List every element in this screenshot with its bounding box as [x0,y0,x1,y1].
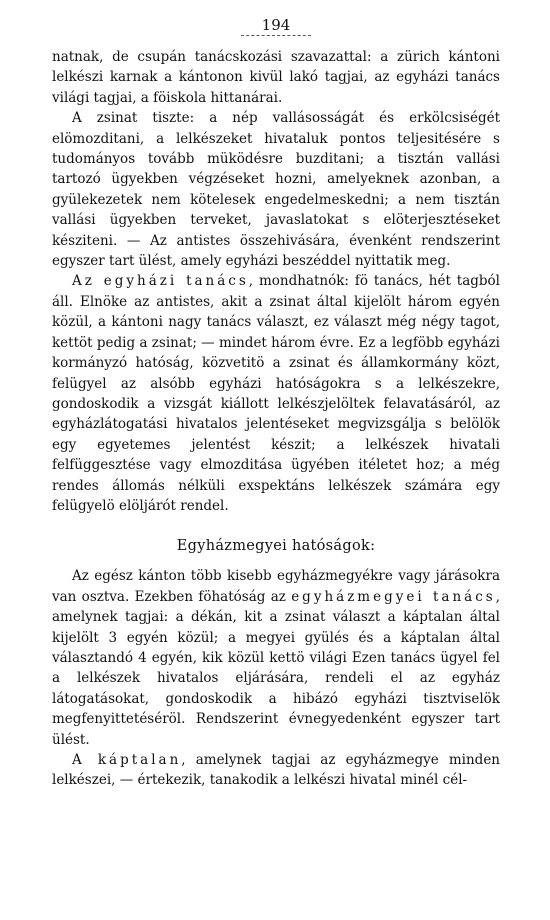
section-heading: Egyházmegyei hatóságok: [176,538,376,555]
page [52,16,500,791]
paragraph-4-text-b: , amelynek tagjai: a dékán, kit a zsinat választ a káptalan által kijelölt 3 egyén közül; a megyei gyülés és a káptalan által választandó 4 egyén, kik közül kettö világi Ezen tanács ügyel fel a lelkészek hivatalos eljárására, rendeli el az egyház látogatásokat, gondoskodik a hibázó egyházi tisztviselök megfenyittetéséröl. Rendszerint évnegyedenként egyszer tart ülést. [52,588,500,748]
paragraph-1 [52,47,500,108]
paragraph-4-text-a: Az egész kánton több kisebb egyházmegyékre vagy járásokra van osztva. Ezekben föhatóság az [52,568,500,605]
paragraph-5-term: A káptalan [72,752,182,768]
page-number-text: 194 [261,16,291,34]
paragraph-1-text: natnak, de csupán tanácskozási szavazattal: a zürich kántoni lelkészi karnak a kántonon kivül lakó tagjai, az egyházi tanács világi tagjai, a föiskola hittanárai. [52,49,500,106]
paragraph-3 [52,271,500,516]
paragraph-4-term: egyházmegyei tanács [291,588,496,605]
paragraph-3-term: Az egyházi tanács [72,273,249,290]
page-number-rule [241,35,311,37]
paragraph-3-text: , mondhatnók: fö tanács, hét tagból áll. Elnöke az antistes, akit a zsinat által kijelölt három egyén közül, a kántoni nagy tanács választ, ez választ még négy tagot, kettöt pedig a zsinat; — mindet három évre. Ez a legföbb egyházi kormányzó hatóság, közvetitö a zsinat és államkormány közt, felügyel az alsóbb egyházi hatóságokra s a lelkészekre, gondoskodik a vizsgát kiállott lelkészjelöltek felavatásáról, az egyházlátogatási hivatalos jelentéseket megvizsgálja s belölök egy egyetemes jelentést készit; a lelkészek hivatali felfüggesztése vagy elmozditása ügyében itéletet hoz; a még rendes állomás nélküli exspektáns lelkészek számára egy felügyelö elöljárót rendel. [52,273,500,514]
paragraph-4 [52,566,500,750]
paragraph-2 [52,108,500,271]
page-number [52,16,500,37]
paragraph-5 [52,750,500,791]
paragraph-2-text: A zsinat tiszte: a nép vallásosságát és erkölcsiségét elömozditani, a lelkészeket hivataluk pontos teljesitésére s tudományos tovább müködésre buzditani; a tisztán vallási tartozó ügyekben végzéseket hozni, amelyeknek azonban, a gyülekezetek nem kötelesek engedelmeskedni; a nem tisztán vallási ügyekben terveket, javaslatokat s elöterjesztéseket késziteni. — Az antistes összehivására, évenként rendszerint egyszer tart ülést, amely egyházi beszéddel nyittatik meg. [52,110,500,270]
paragraph-5-text: , amelynek tagjai az egyházmegye minden lelkészei, — értekezik, tanakodik a lelkészi hivatal minél cél- [52,752,501,789]
